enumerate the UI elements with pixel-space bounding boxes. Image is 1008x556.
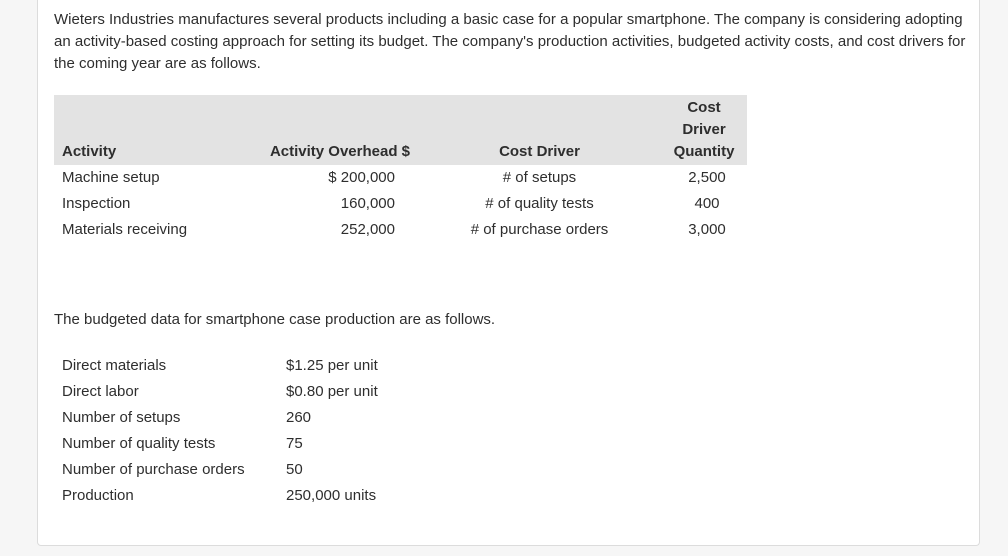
table-row bbox=[54, 379, 414, 405]
budget-label: Number of purchase orders bbox=[62, 461, 245, 478]
cell-cost-driver: # of quality tests bbox=[485, 195, 594, 212]
table-row bbox=[54, 165, 747, 191]
table-row bbox=[54, 353, 414, 379]
cell-cost-driver: # of purchase orders bbox=[470, 221, 609, 238]
header-cost-driver: Cost Driver bbox=[418, 95, 661, 165]
table-row bbox=[54, 457, 414, 483]
cell-overhead: 252,000 bbox=[340, 221, 395, 238]
cell-cost-driver: # of setups bbox=[502, 169, 577, 186]
cell-activity: Materials receiving bbox=[62, 221, 188, 238]
budget-value: $0.80 per unit bbox=[286, 383, 378, 400]
table-row bbox=[54, 405, 414, 431]
activity-cost-table bbox=[54, 95, 747, 243]
cell-overhead: 160,000 bbox=[340, 195, 395, 212]
budget-label: Direct materials bbox=[62, 357, 167, 374]
budget-value: 50 bbox=[286, 461, 303, 478]
budget-label: Number of setups bbox=[62, 409, 181, 426]
header-activity-overhead: Activity Overhead $ bbox=[232, 95, 418, 165]
cell-quantity: 2,500 bbox=[688, 169, 726, 186]
budget-value: $1.25 per unit bbox=[286, 357, 378, 374]
header-cost-driver-quantity: Cost Driver Quantity bbox=[661, 95, 747, 165]
budget-value: 260 bbox=[286, 409, 312, 426]
cell-quantity: 3,000 bbox=[688, 221, 726, 238]
budget-value: 75 bbox=[286, 435, 303, 452]
cell-activity: Inspection bbox=[62, 195, 131, 212]
budget-data-table bbox=[54, 353, 414, 509]
cell-quantity: 400 bbox=[694, 195, 720, 212]
intro-paragraph: Wieters Industries manufactures several products including a basic case for a popular smartphone. The company is considering adopting an activity-based costing approach for setting its budget. The company's production activities, budgeted activity costs, and cost drivers for the coming year are as follows. bbox=[54, 11, 966, 72]
budget-value: 250,000 units bbox=[286, 487, 377, 504]
budget-label: Direct labor bbox=[62, 383, 139, 400]
table-row bbox=[54, 191, 747, 217]
budget-label: Number of quality tests bbox=[62, 435, 216, 452]
table-row bbox=[54, 483, 414, 509]
header-activity: Activity bbox=[54, 95, 232, 165]
table-row bbox=[54, 217, 747, 243]
cell-overhead: $ 200,000 bbox=[328, 169, 395, 186]
budget-intro-paragraph: The budgeted data for smartphone case production are as follows. bbox=[54, 311, 496, 328]
budget-label: Production bbox=[62, 487, 134, 504]
cell-activity: Machine setup bbox=[62, 169, 160, 186]
table-row bbox=[54, 431, 414, 457]
activity-table-header-row bbox=[54, 95, 747, 165]
problem-card bbox=[37, 0, 980, 546]
